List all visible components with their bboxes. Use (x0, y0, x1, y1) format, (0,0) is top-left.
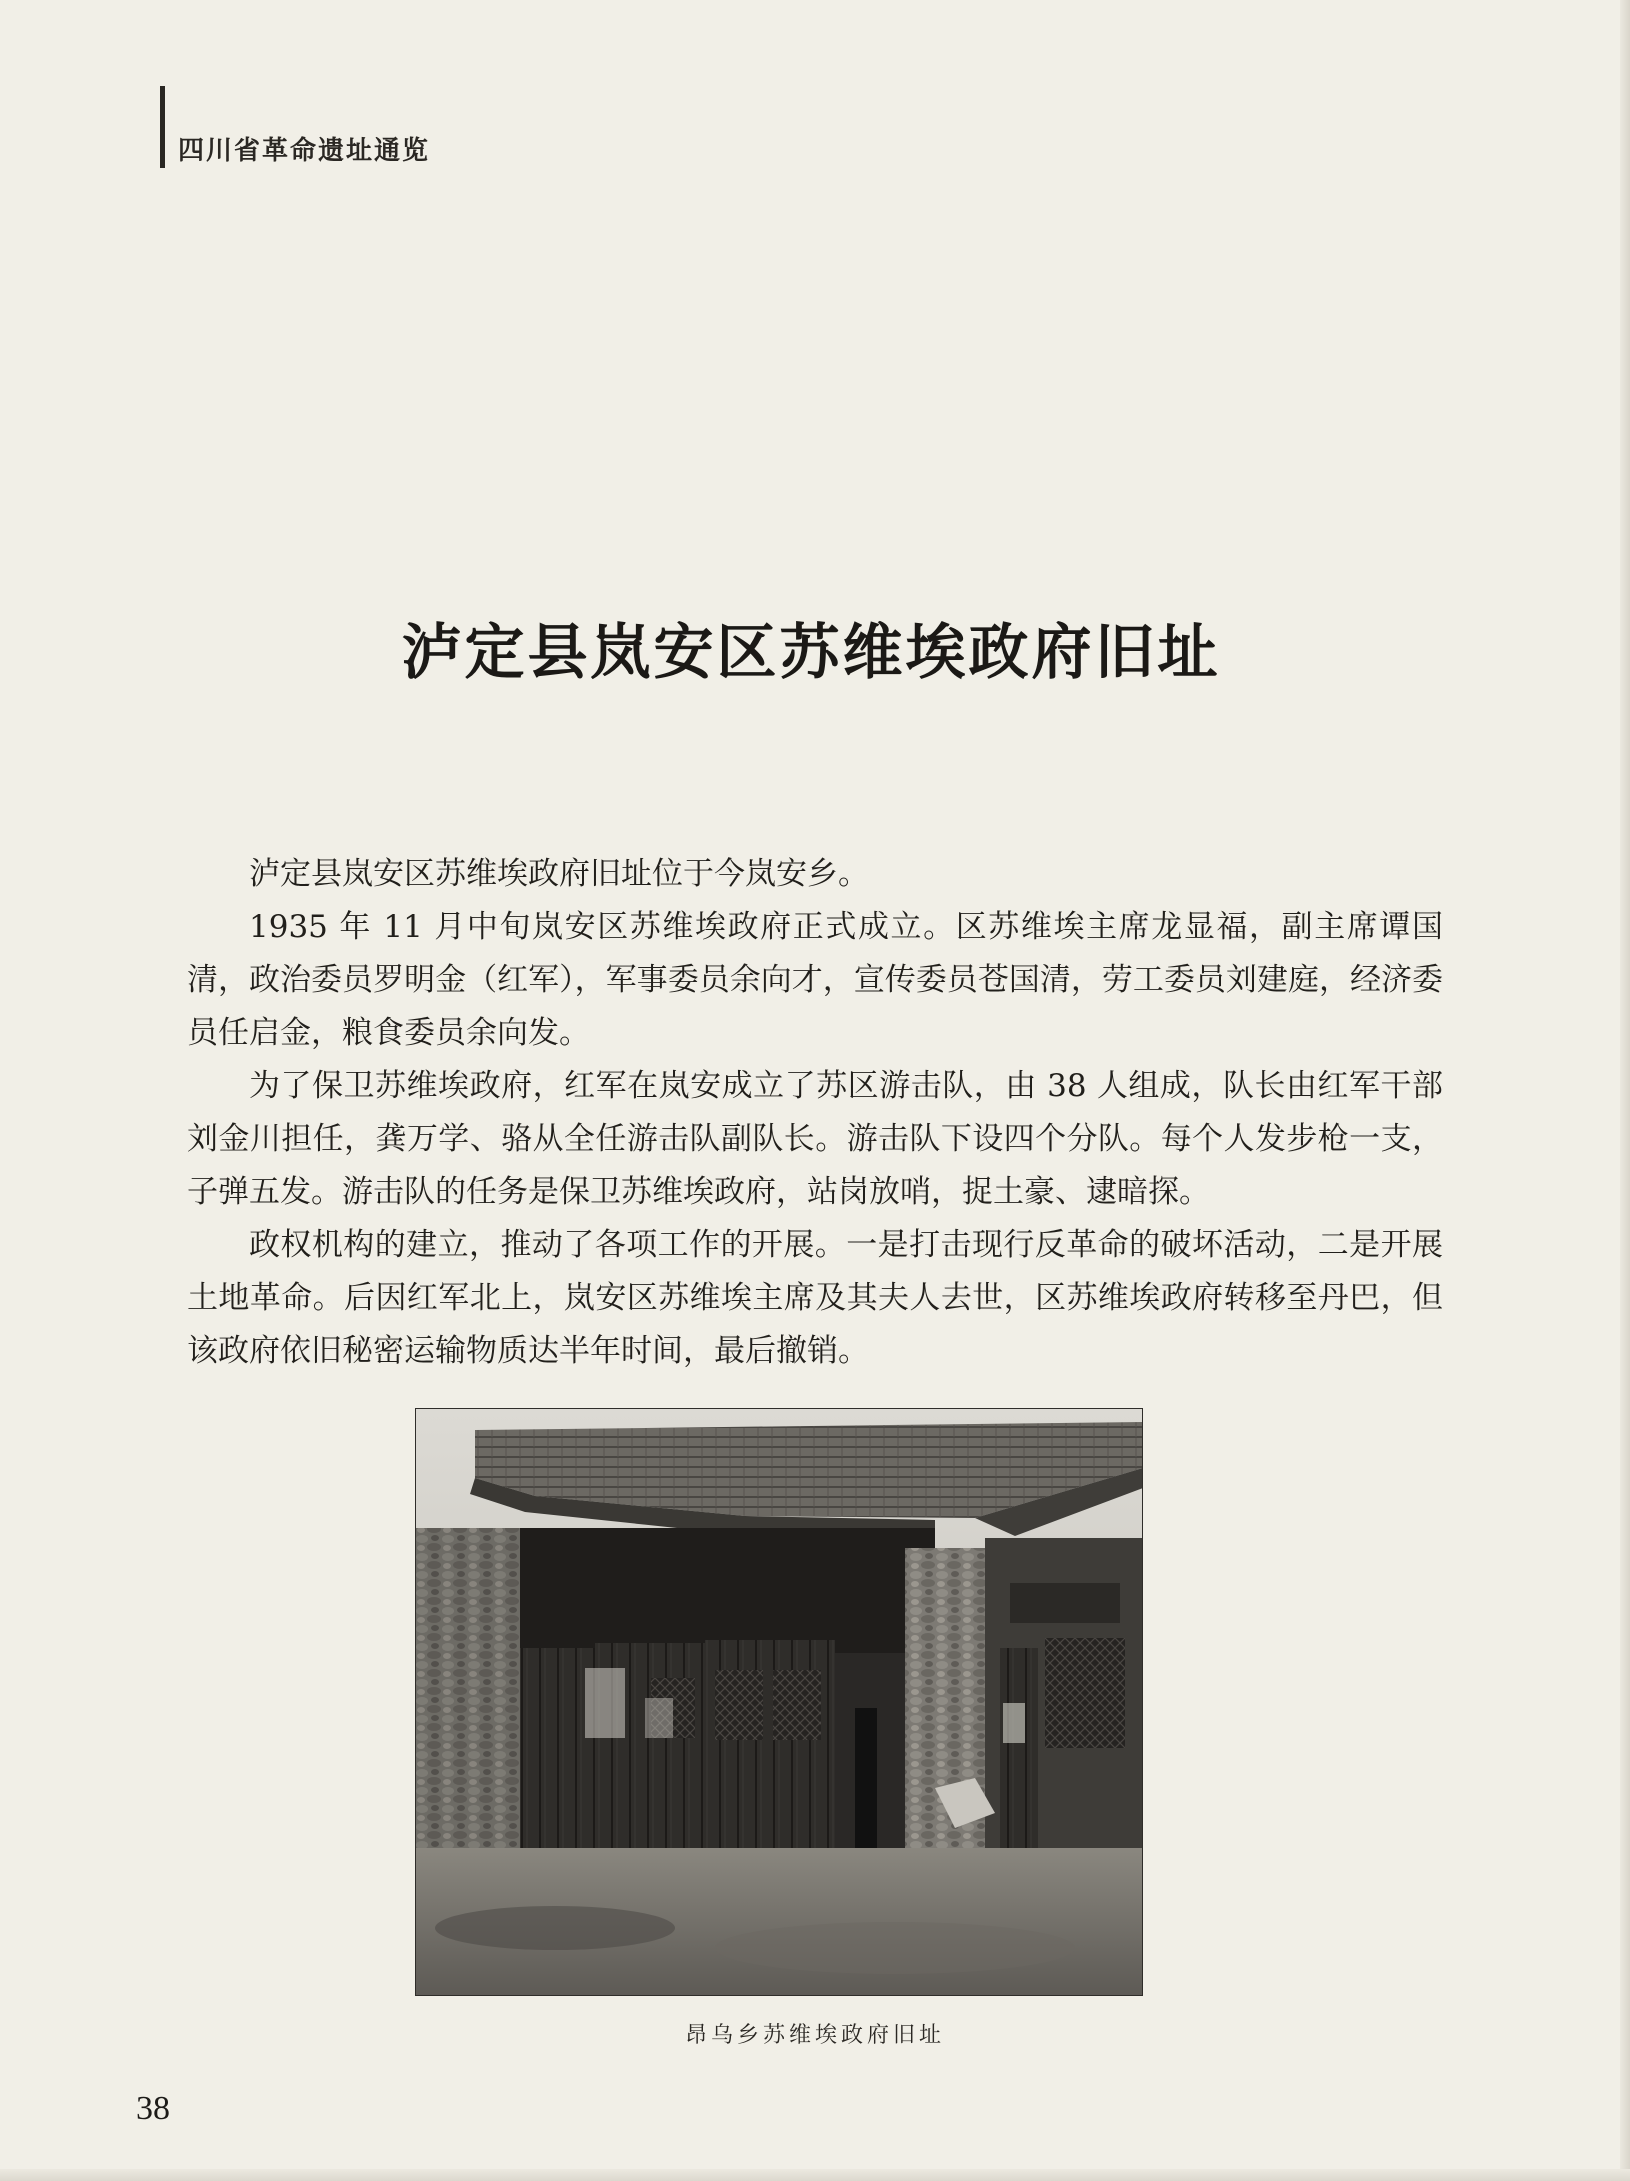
article-body (187, 848, 1443, 1378)
paragraph: 为了保卫苏维埃政府，红军在岚安成立了苏区游击队，由 38 人组成，队长由红军干部刘金川担任，龚万学、骆从全任游击队副队长。游击队下设四个分队。每个人发步枪一支，子弹五发。游击队的任务是保卫苏维埃政府，站岗放哨，捉土豪、逮暗探。 (187, 1068, 1443, 1210)
figure-caption: 昂乌乡苏维埃政府旧址 (684, 2023, 945, 2048)
article-title: 泸定县岚安区苏维埃政府旧址 (401, 618, 1221, 689)
paragraph: 1935 年 11 月中旬岚安区苏维埃政府正式成立。区苏维埃主席龙显福，副主席谭国清，政治委员罗明金（红军），军事委员余向才，宣传委员苍国清，劳工委员刘建庭，经济委员任启金，粮食委员余向发。 (187, 909, 1443, 1051)
page-number: 38 (136, 2090, 170, 2127)
page-edge (0, 2169, 1630, 2181)
page-edge (1620, 0, 1630, 2181)
header-rule (160, 86, 165, 168)
paragraph: 泸定县岚安区苏维埃政府旧址位于今岚安乡。 (249, 856, 869, 892)
historic-building-photo (415, 1408, 1143, 1996)
paragraph: 政权机构的建立，推动了各项工作的开展。一是打击现行反革命的破坏活动，二是开展土地革命。后因红军北上，岚安区苏维埃主席及其夫人去世，区苏维埃政府转移至丹巴，但该政府依旧秘密运输物质达半年时间，最后撤销。 (187, 1227, 1443, 1369)
running-header: 四川省革命遗址通览 (178, 136, 431, 166)
